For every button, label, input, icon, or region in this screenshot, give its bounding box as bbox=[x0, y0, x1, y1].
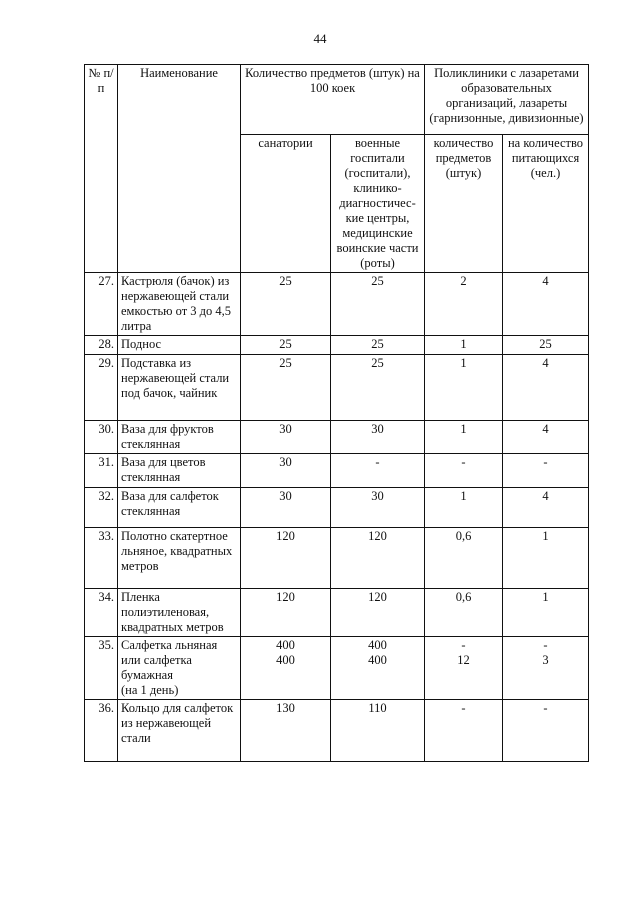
row-value-part: 12 bbox=[457, 653, 470, 667]
row-items: 0,6 bbox=[425, 528, 503, 589]
row-people: 25 bbox=[503, 336, 589, 355]
row-num: 34. bbox=[85, 589, 118, 637]
row-hospitals: 120 bbox=[331, 589, 425, 637]
row-sanatoriums: 25 bbox=[241, 336, 331, 355]
row-sanatoriums: 30 bbox=[241, 421, 331, 454]
table-row bbox=[85, 355, 589, 421]
row-num: 32. bbox=[85, 488, 118, 528]
row-hospitals: 120 bbox=[331, 528, 425, 589]
page-number: 44 bbox=[313, 31, 327, 46]
row-items: 1 bbox=[425, 336, 503, 355]
row-items: 2 bbox=[425, 273, 503, 336]
row-num: 31. bbox=[85, 454, 118, 488]
row-value-part: 3 bbox=[542, 653, 549, 667]
row-name bbox=[118, 637, 241, 700]
row-items: 1 bbox=[425, 355, 503, 421]
row-sanatoriums: 25 bbox=[241, 273, 331, 336]
row-name: Поднос bbox=[118, 336, 241, 355]
row-sanatoriums: 130 bbox=[241, 700, 331, 762]
header-military-hospitals: военные госпитали (госпитали), клинико-диагностичес-кие центры, медицинские воинские части (роты) bbox=[331, 135, 425, 273]
row-num: 35. bbox=[85, 637, 118, 700]
row-items: 1 bbox=[425, 421, 503, 454]
row-sanatoriums: 30 bbox=[241, 488, 331, 528]
row-name: Ваза для цветов стеклянная bbox=[118, 454, 241, 488]
row-items: - bbox=[425, 454, 503, 488]
row-name: Ваза для салфеток стеклянная bbox=[118, 488, 241, 528]
header-name: Наименование bbox=[118, 65, 241, 273]
row-people bbox=[503, 637, 589, 700]
row-name: Полотно скатертное льняное, квадратных метров bbox=[118, 528, 241, 589]
equipment-table bbox=[84, 64, 589, 762]
row-items bbox=[425, 637, 503, 700]
row-name-part: (на 1 день) bbox=[121, 683, 179, 697]
row-name-part: бумажная bbox=[121, 668, 173, 682]
row-num: 36. bbox=[85, 700, 118, 762]
row-sanatoriums: 25 bbox=[241, 355, 331, 421]
row-hospitals: 25 bbox=[331, 336, 425, 355]
row-people: 1 bbox=[503, 589, 589, 637]
row-num: 30. bbox=[85, 421, 118, 454]
row-people: 4 bbox=[503, 355, 589, 421]
header-items-count: количество предметов (штук) bbox=[425, 135, 503, 273]
row-name: Пленка полиэтиленовая, квадратных метров bbox=[118, 589, 241, 637]
header-per-people: на количество питающихся (чел.) bbox=[503, 135, 589, 273]
row-name: Ваза для фруктов стеклянная bbox=[118, 421, 241, 454]
header-num: № п/п bbox=[85, 65, 118, 273]
table-row bbox=[85, 454, 589, 488]
row-hospitals: 25 bbox=[331, 273, 425, 336]
row-people: - bbox=[503, 454, 589, 488]
row-num: 27. bbox=[85, 273, 118, 336]
row-hospitals: 110 bbox=[331, 700, 425, 762]
row-hospitals: - bbox=[331, 454, 425, 488]
table-row bbox=[85, 528, 589, 589]
row-value-part: 400 bbox=[276, 638, 295, 652]
row-hospitals: 30 bbox=[331, 421, 425, 454]
table-row bbox=[85, 421, 589, 454]
row-sanatoriums: 120 bbox=[241, 589, 331, 637]
row-num: 29. bbox=[85, 355, 118, 421]
header-quantity-group: Количество предметов (штук) на 100 коек bbox=[241, 65, 425, 135]
header-sanatoriums: санатории bbox=[241, 135, 331, 273]
row-num: 33. bbox=[85, 528, 118, 589]
row-value-part: - bbox=[461, 638, 466, 652]
row-items: - bbox=[425, 700, 503, 762]
row-hospitals: 30 bbox=[331, 488, 425, 528]
row-people: 4 bbox=[503, 488, 589, 528]
table-header-row bbox=[85, 65, 589, 135]
row-name: Кастрюля (бачок) из нержавеющей стали емкостью от 3 до 4,5 литра bbox=[118, 273, 241, 336]
row-value-part: 400 bbox=[276, 653, 295, 667]
row-sanatoriums: 30 bbox=[241, 454, 331, 488]
row-people: 4 bbox=[503, 421, 589, 454]
row-items: 0,6 bbox=[425, 589, 503, 637]
row-value-part: - bbox=[543, 638, 548, 652]
table-row bbox=[85, 336, 589, 355]
row-name-part: Салфетка льняная или салфетка bbox=[121, 638, 218, 667]
table-row bbox=[85, 700, 589, 762]
row-items: 1 bbox=[425, 488, 503, 528]
row-people: 4 bbox=[503, 273, 589, 336]
row-name: Кольцо для салфеток из нержавеющей стали bbox=[118, 700, 241, 762]
table-row bbox=[85, 488, 589, 528]
row-hospitals: 25 bbox=[331, 355, 425, 421]
table-row bbox=[85, 273, 589, 336]
row-sanatoriums: 120 bbox=[241, 528, 331, 589]
table-row bbox=[85, 637, 589, 700]
header-polyclinics-group: Поликлиники с лазаретами образовательных организаций, лазареты (гарнизонные, дивизионные) bbox=[425, 65, 589, 135]
row-value-part: 400 bbox=[368, 653, 387, 667]
row-name: Подставка из нержавеющей стали под бачок, чайник bbox=[118, 355, 241, 421]
row-people: - bbox=[503, 700, 589, 762]
row-num: 28. bbox=[85, 336, 118, 355]
row-sanatoriums bbox=[241, 637, 331, 700]
table-row bbox=[85, 589, 589, 637]
row-people: 1 bbox=[503, 528, 589, 589]
row-value-part: 400 bbox=[368, 638, 387, 652]
row-hospitals bbox=[331, 637, 425, 700]
